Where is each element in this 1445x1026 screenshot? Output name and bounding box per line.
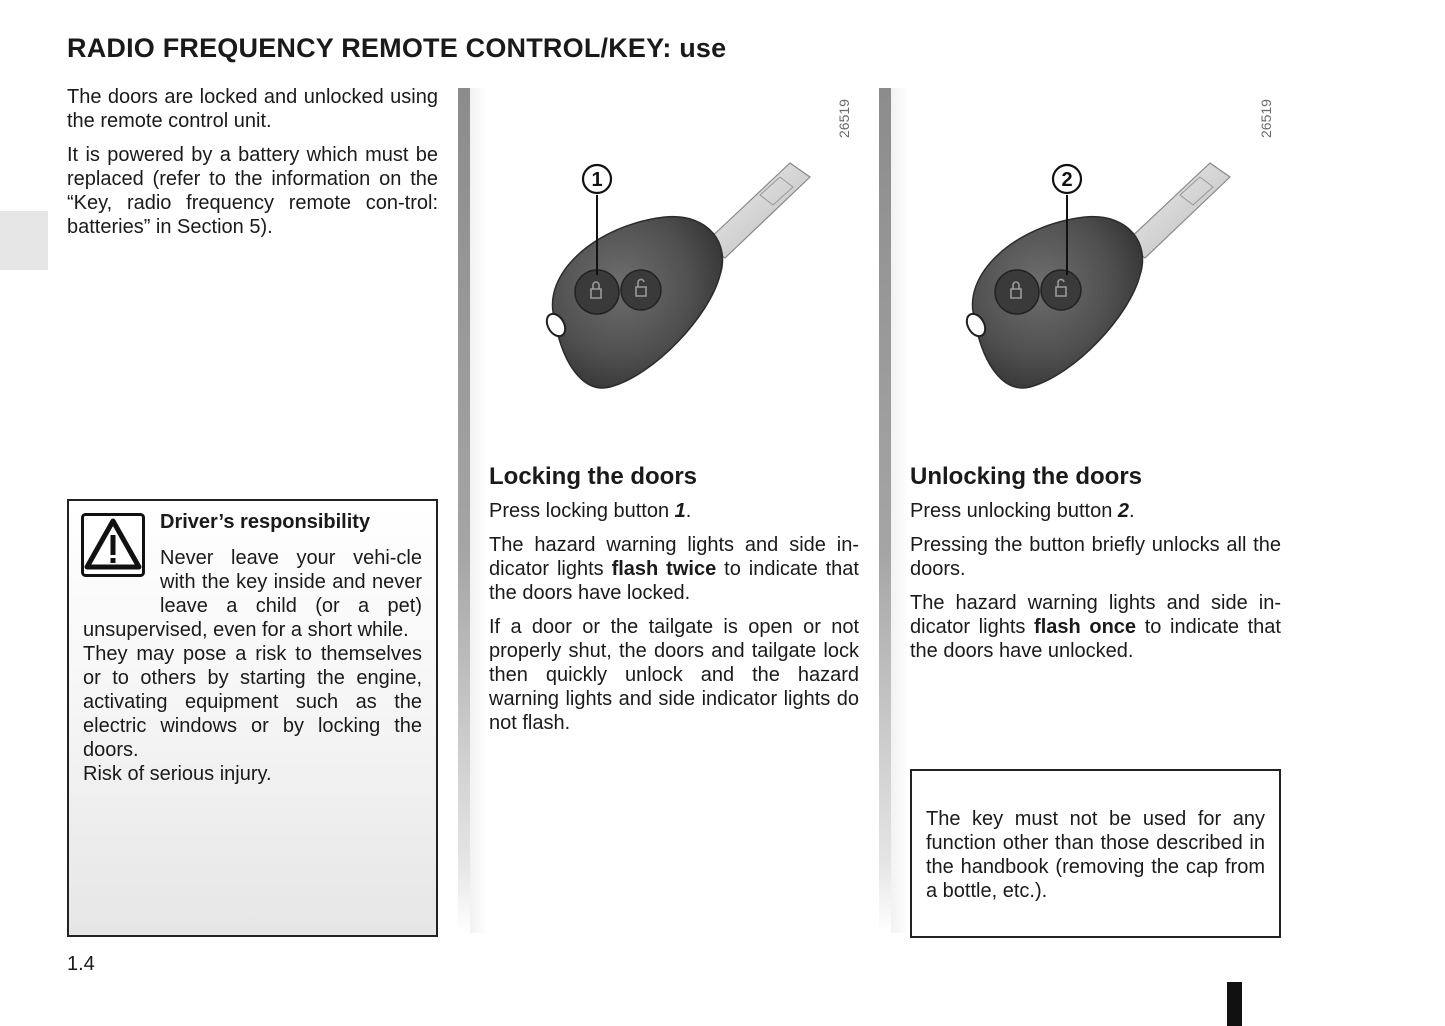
unlocking-heading: Unlocking the doors xyxy=(910,463,1143,490)
flash-once-emphasis: flash once xyxy=(1034,616,1137,638)
column-divider-left xyxy=(458,88,470,933)
note-text: The key must not be used for any function other than those described in the handbook (removing the cap from a bottle, etc.). xyxy=(926,808,1265,902)
key-fob-illustration-locking xyxy=(535,155,825,400)
unlocking-section xyxy=(910,463,1281,673)
locking-paragraph-1: Press locking button 1. xyxy=(489,500,692,522)
figure-ref-number-1: 26519 xyxy=(836,99,852,138)
locking-heading: Locking the doors xyxy=(489,463,698,490)
warning-title: Driver’s responsibility xyxy=(160,511,371,533)
unlocking-paragraph-2: Pressing the button briefly unlocks all the doors. xyxy=(910,534,1281,580)
flash-twice-emphasis: flash twice xyxy=(611,558,717,580)
callout-label-2: 2 xyxy=(1061,169,1073,191)
unlocking-paragraph-1: Press unlocking button 2. xyxy=(910,500,1135,522)
locking-paragraph-3: If a door or the tailgate is open or not properly shut, the doors and tailgate lock then quickly unlock and the hazard warning lights and side indicator lights do not flash. xyxy=(489,616,859,734)
warning-box xyxy=(67,499,438,937)
note-box xyxy=(910,769,1281,938)
warning-text-1: Never leave your vehi-cle with the key inside and never leave a child (or a pet) unsupervised, even for a short while. xyxy=(83,547,422,641)
intro-paragraph-1: The doors are locked and unlocked using the remote control unit. xyxy=(67,86,438,132)
figure-ref-number-2: 26519 xyxy=(1258,99,1274,138)
locking-paragraph-2: The hazard warning lights and side in-dicator lights flash twice to indicate that the doors have locked. xyxy=(489,534,859,604)
page-title: RADIO FREQUENCY REMOTE CONTROL/KEY: use xyxy=(67,33,727,63)
intro-column xyxy=(67,85,438,249)
unlocking-paragraph-3: The hazard warning lights and side in-dicator lights flash once to indicate that the doors have unlocked. xyxy=(910,592,1281,662)
unlocking-button-ref: 2 xyxy=(1117,500,1130,522)
locking-button-ref: 1 xyxy=(674,500,686,522)
warning-body xyxy=(83,546,422,786)
page-number: 1.4 xyxy=(67,953,95,975)
intro-paragraph-2: It is powered by a battery which must be replaced (refer to the information on the “Key, radio frequency remote con-trol: batteries” in Section 5). xyxy=(67,144,438,238)
key-fob-illustration-unlocking xyxy=(955,155,1245,400)
warning-text-2: They may pose a risk to themselves or to others by starting the engine, activating equipment such as the electric windows or by locking the doors. xyxy=(83,643,422,761)
section-tab-marker xyxy=(0,211,48,270)
locking-section xyxy=(489,463,859,745)
callout-label-1: 1 xyxy=(591,169,603,191)
warning-text-3: Risk of serious injury. xyxy=(83,763,272,785)
column-divider-right xyxy=(879,88,891,933)
page-edge-marker xyxy=(1227,982,1242,1026)
